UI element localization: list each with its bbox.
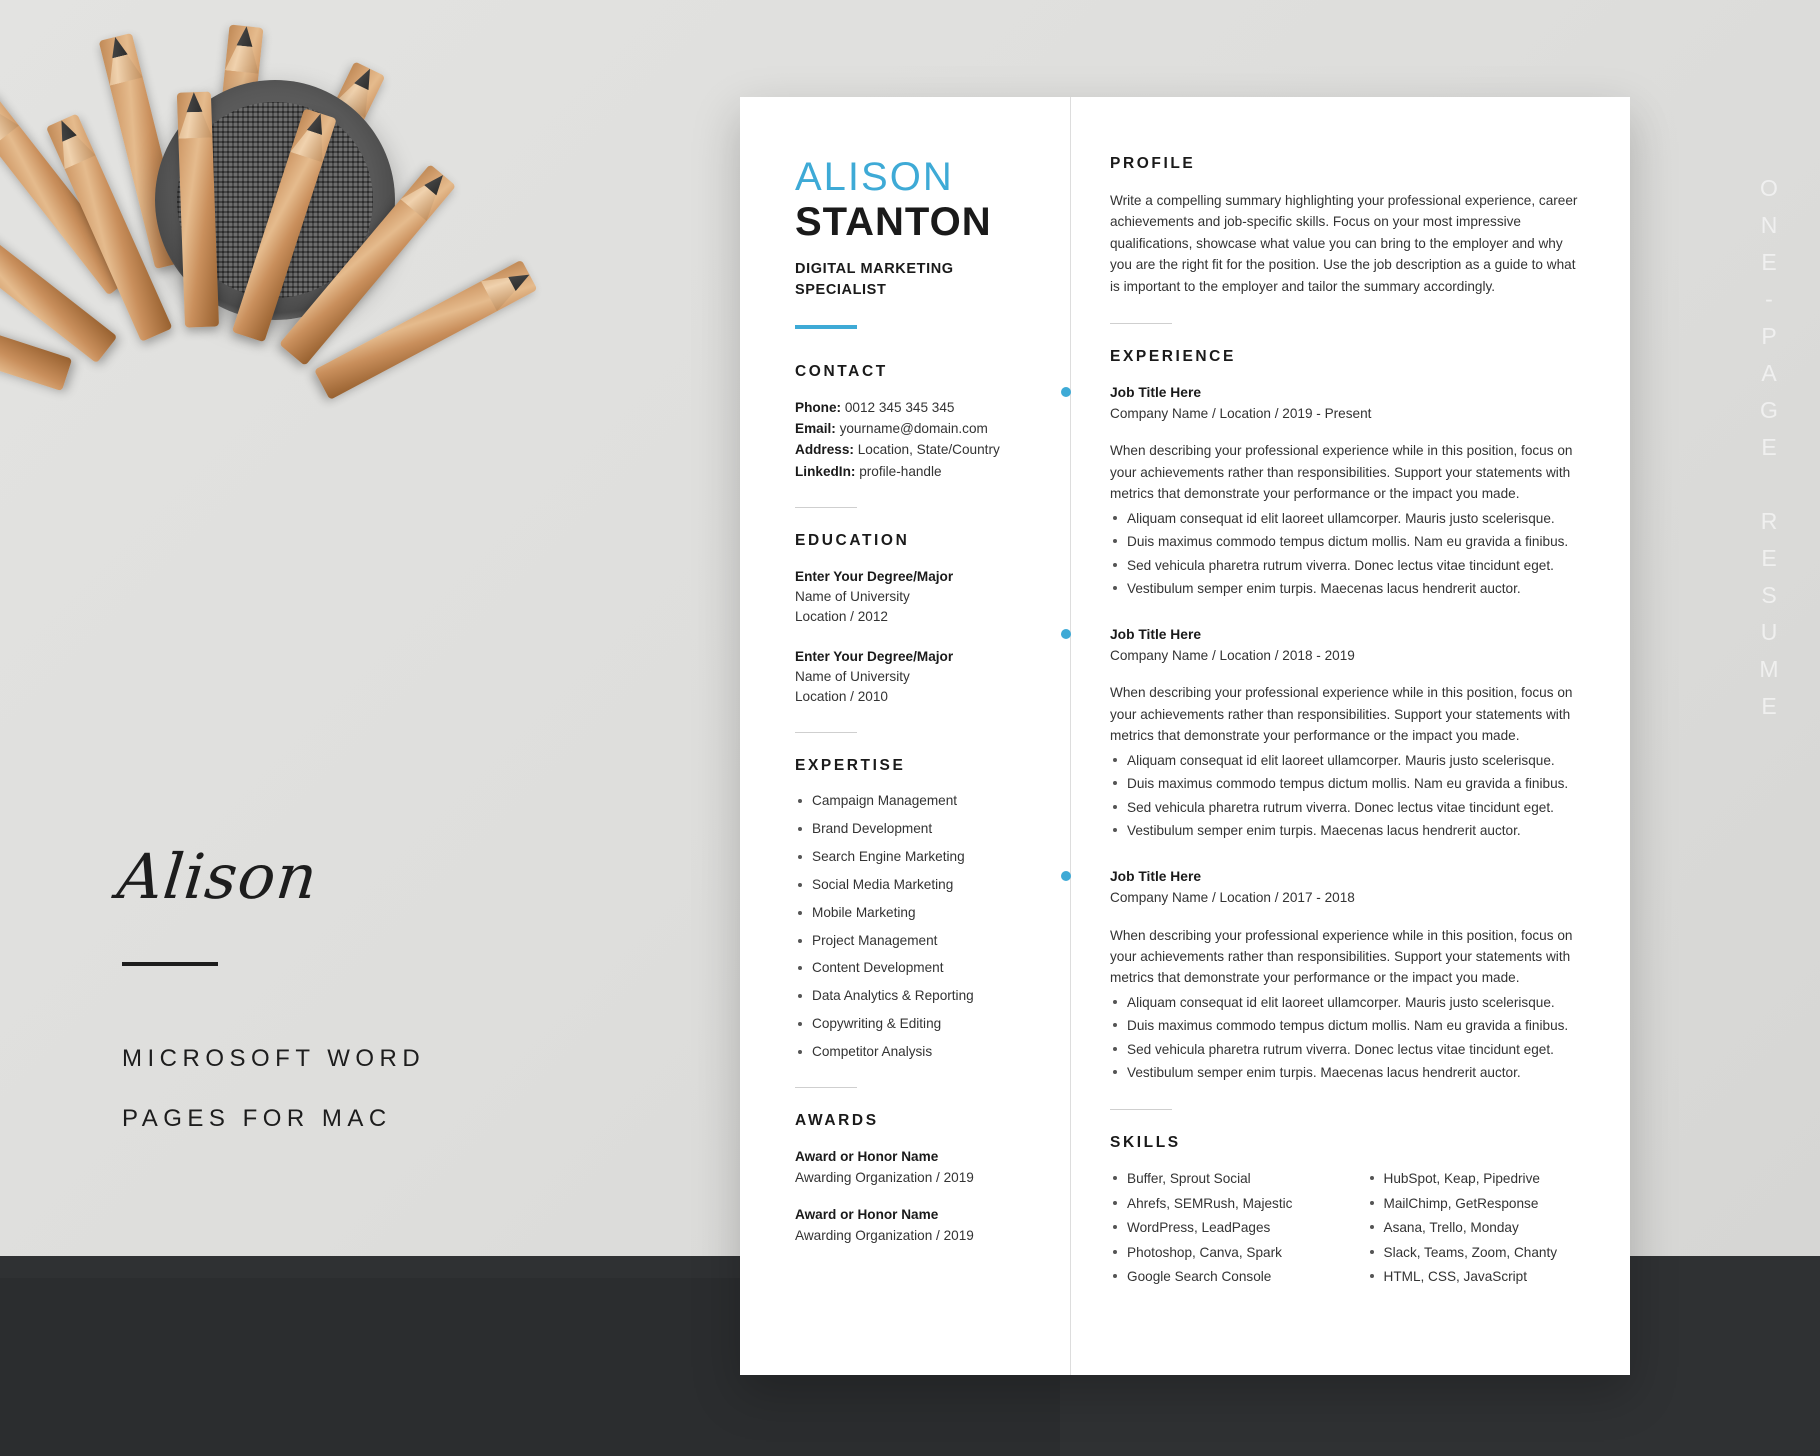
contact-email-label: Email:	[795, 420, 836, 436]
expertise-list	[795, 792, 1026, 1061]
vertical-label-one-page-resume: ONE-PAGE RESUME	[1756, 175, 1782, 730]
experience-meta: Company Name / Location / 2019 - Present	[1110, 406, 1372, 422]
list-item: Google Search Console	[1110, 1267, 1329, 1287]
award-name: Award or Honor Name	[795, 1207, 939, 1223]
contact-phone-label: Phone:	[795, 399, 842, 415]
section-divider	[795, 732, 857, 733]
list-item: HubSpot, Keap, Pipedrive	[1367, 1169, 1586, 1189]
list-item: Photoshop, Canva, Spark	[1110, 1243, 1329, 1263]
list-item: MailChimp, GetResponse	[1367, 1194, 1586, 1214]
section-divider	[1110, 323, 1172, 324]
experience-job-title: Job Title Here	[1110, 869, 1201, 885]
promo-line-pages: PAGES FOR MAC	[122, 1105, 392, 1132]
experience-bullets	[1110, 993, 1585, 1084]
list-item: Search Engine Marketing	[795, 848, 1026, 866]
award-organization: Awarding Organization / 2019	[795, 1169, 974, 1185]
contact-email-value: yourname@domain.com	[839, 420, 988, 436]
list-item: Copywriting & Editing	[795, 1015, 1026, 1033]
name-last: STANTON	[795, 199, 992, 244]
skills-column-right	[1367, 1169, 1586, 1291]
list-item: Sed vehicula pharetra rutrum viverra. Donec lectus vitae tincidunt eget.	[1110, 798, 1585, 818]
divider-rule	[122, 962, 218, 966]
list-item: Mobile Marketing	[795, 904, 1026, 922]
list-item: Data Analytics & Reporting	[795, 987, 1026, 1005]
experience-bullets	[1110, 509, 1585, 600]
experience-item	[1110, 867, 1585, 1083]
resume-page	[740, 97, 1630, 1375]
experience-item	[1110, 383, 1585, 599]
timeline-dot-icon	[1061, 387, 1071, 397]
list-item: Campaign Management	[795, 792, 1026, 810]
education-university: Name of University	[795, 669, 910, 684]
contact-linkedin-value: profile-handle	[859, 463, 942, 479]
award-name: Award or Honor Name	[795, 1149, 939, 1165]
timeline-dot-icon	[1061, 871, 1071, 881]
timeline-dot-icon	[1061, 629, 1071, 639]
name-first: ALISON	[795, 155, 954, 199]
experience-description: When describing your professional experience while in this position, focus on your achievements rather than responsibilities. Support your statements with metrics that demonstrate your performance or the impact you made.	[1110, 927, 1573, 986]
skills-column-left	[1110, 1169, 1329, 1291]
award-organization: Awarding Organization / 2019	[795, 1227, 974, 1243]
contact-linkedin-label: LinkedIn:	[795, 463, 856, 479]
list-item: Vestibulum semper enim turpis. Maecenas lacus hendrerit auctor.	[1110, 1063, 1585, 1083]
section-title-skills: SKILLS	[1110, 1134, 1181, 1152]
education-university: Name of University	[795, 589, 910, 605]
list-item: Slack, Teams, Zoom, Chanty	[1367, 1243, 1586, 1263]
resume-left-column	[740, 97, 1070, 1375]
list-item: HTML, CSS, JavaScript	[1367, 1267, 1586, 1287]
promo-panel	[0, 0, 740, 1456]
signature-text: Alison	[114, 840, 322, 913]
section-title-profile: PROFILE	[1110, 155, 1196, 172]
section-title-experience: EXPERIENCE	[1110, 348, 1236, 366]
experience-bullets	[1110, 751, 1585, 842]
section-title-awards: AWARDS	[795, 1112, 879, 1130]
section-divider	[795, 1087, 857, 1088]
list-item: Sed vehicula pharetra rutrum viverra. Donec lectus vitae tincidunt eget.	[1110, 1040, 1585, 1060]
list-item: Aliquam consequat id elit laoreet ullamcorper. Mauris justo scelerisque.	[1110, 751, 1585, 771]
experience-meta: Company Name / Location / 2018 - 2019	[1110, 648, 1355, 664]
list-item: WordPress, LeadPages	[1110, 1218, 1329, 1238]
list-item: Aliquam consequat id elit laoreet ullamcorper. Mauris justo scelerisque.	[1110, 993, 1585, 1013]
list-item: Social Media Marketing	[795, 876, 1026, 894]
pencil-cup-photo	[35, 20, 435, 370]
resume-right-column	[1070, 97, 1630, 1375]
list-item: Aliquam consequat id elit laoreet ullamcorper. Mauris justo scelerisque.	[1110, 509, 1585, 529]
list-item: Project Management	[795, 932, 1026, 950]
experience-meta: Company Name / Location / 2017 - 2018	[1110, 890, 1355, 906]
experience-job-title: Job Title Here	[1110, 385, 1201, 401]
education-location-year: Location / 2010	[795, 688, 888, 704]
list-item: Brand Development	[795, 820, 1026, 838]
contact-phone	[795, 398, 1026, 417]
contact-phone-value: 0012 345 345 345	[844, 399, 955, 415]
section-divider	[795, 507, 857, 508]
contact-address-value: Location, State/Country	[857, 442, 1000, 458]
list-item: Buffer, Sprout Social	[1110, 1169, 1329, 1189]
section-divider	[1110, 1109, 1172, 1110]
contact-address-label: Address:	[795, 442, 854, 458]
list-item: Duis maximus commodo tempus dictum mollis. Nam eu gravida a finibus.	[1110, 774, 1585, 794]
experience-description: When describing your professional experience while in this position, focus on your achievements rather than responsibilities. Support your statements with metrics that demonstrate your performance or the impact you made.	[1110, 443, 1573, 502]
award-item	[795, 1147, 1026, 1187]
section-title-education: EDUCATION	[795, 531, 910, 549]
contact-linkedin	[795, 462, 1026, 481]
education-degree: Enter Your Degree/Major	[795, 648, 954, 664]
list-item: Duis maximus commodo tempus dictum mollis. Nam eu gravida a finibus.	[1110, 532, 1585, 552]
list-item: Content Development	[795, 959, 1026, 977]
experience-description: When describing your professional experience while in this position, focus on your achievements rather than responsibilities. Support your statements with metrics that demonstrate your performance or the impact you made.	[1110, 685, 1573, 744]
section-title-contact: CONTACT	[795, 362, 888, 380]
education-degree: Enter Your Degree/Major	[795, 568, 954, 584]
contact-email	[795, 419, 1026, 438]
job-role: DIGITAL MARKETING SPECIALIST	[795, 260, 954, 298]
list-item: Vestibulum semper enim turpis. Maecenas lacus hendrerit auctor.	[1110, 821, 1585, 841]
promo-line-word: MICROSOFT WORD	[122, 1045, 426, 1072]
experience-item	[1110, 625, 1585, 841]
section-title-expertise: EXPERTISE	[795, 757, 906, 775]
list-item: Sed vehicula pharetra rutrum viverra. Donec lectus vitae tincidunt eget.	[1110, 556, 1585, 576]
experience-job-title: Job Title Here	[1110, 627, 1201, 643]
profile-text: Write a compelling summary highlighting your professional experience, career achievements and job-specific skills. Focus on your most impressive qualifications, showcase what value you can bring to the employer and why you are the right fit for the position. Use the job description as a guide to what is important to the employer and tailor the summary accordingly.	[1110, 193, 1578, 294]
list-item: Duis maximus commodo tempus dictum mollis. Nam eu gravida a finibus.	[1110, 1016, 1585, 1036]
award-item	[795, 1205, 1026, 1245]
contact-address	[795, 440, 1026, 459]
education-location-year: Location / 2012	[795, 608, 888, 624]
list-item: Competitor Analysis	[795, 1043, 1026, 1061]
list-item: Ahrefs, SEMRush, Majestic	[1110, 1194, 1329, 1214]
education-item	[795, 647, 1026, 707]
skills-columns	[1110, 1169, 1585, 1291]
list-item: Vestibulum semper enim turpis. Maecenas lacus hendrerit auctor.	[1110, 579, 1585, 599]
list-item: Asana, Trello, Monday	[1367, 1218, 1586, 1238]
education-item	[795, 567, 1026, 627]
